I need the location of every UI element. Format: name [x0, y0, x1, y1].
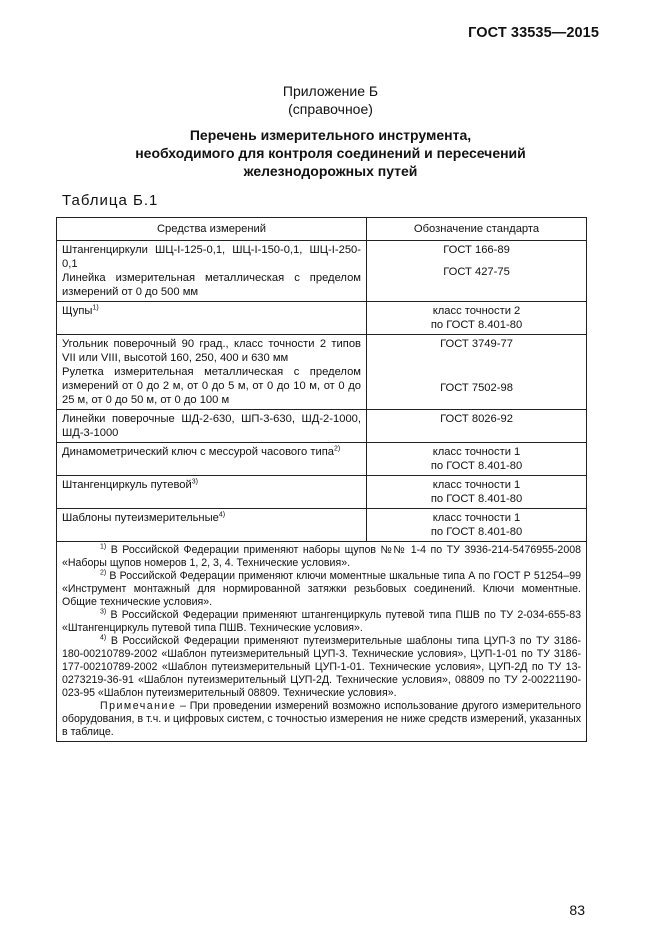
standard-value: по ГОСТ 8.401-80	[430, 526, 523, 538]
column-header-standard: Обозначение стандарта	[367, 218, 587, 241]
instrument-name: Динамометрический ключ с мессурой часового типа	[62, 446, 334, 458]
footnote-text: В Российской Федерации применяют путеизмерительные шаблоны типа ЦУП-3 по ТУ 3186-180-00210789-2002 «Шаблон путеизмерительный ЦУП-3. Технические условия», ЦУП-1-01 по ТУ 3186-177-00210789-2002 «Шаблон путеизмерительный ЦУП-1-01. Технические условия», ЦУП-2Д по ТУ 13-0273219-36-91 «Шаблон путеизмерительный ЦУП-2Д. Технические условия», 08809 по ТУ 2-00221190-023-95 «Шаблон путеизмерительный 08809. Технические условия».	[62, 635, 581, 699]
standard-cell	[367, 241, 587, 302]
standard-value: ГОСТ 8026-92	[440, 413, 513, 425]
instrument-cell	[57, 335, 367, 410]
instrument-name: Угольник поверочный 90 град., класс точности 2 типов VII или VIII, высотой 160, 250, 400 и 630 мм	[62, 338, 361, 364]
table-notes	[57, 542, 587, 742]
instrument-cell	[57, 302, 367, 335]
instrument-name: Шаблоны путеизмерительные	[62, 512, 219, 524]
footnote-text: В Российской Федерации применяют ключи моментные шкальные типа А по ГОСТ Р 51254–99 «Инструмент монтажный для нормированной затяжки резьбовых соединений. Ключи моментные. Общие технические условия».	[62, 570, 581, 608]
footnote-ref: 1)	[92, 304, 99, 312]
standard-value: класс точности 1	[432, 479, 521, 491]
instrument-cell	[57, 410, 367, 443]
instrument-cell	[57, 476, 367, 509]
table-row	[57, 335, 587, 410]
table-row	[57, 241, 587, 302]
appendix-heading	[0, 126, 661, 180]
standard-value: класс точности 2	[432, 305, 521, 317]
standard-value: ГОСТ 3749-77	[440, 338, 513, 350]
note-text: – При проведении измерений возможно использование другого измерительного оборудования, в т.ч. и цифровых систем, с точностью измерения не ниже средств измерений, указанных в таблице.	[62, 700, 581, 738]
standard-value: по ГОСТ 8.401-80	[430, 493, 523, 505]
instruments-table	[56, 217, 587, 742]
standard-cell	[367, 410, 587, 443]
table-row	[57, 443, 587, 476]
standard-value: класс точности 1	[432, 512, 521, 524]
table-row	[57, 302, 587, 335]
appendix-kind: (справочное)	[288, 101, 373, 117]
appendix-title: Приложение Б	[282, 83, 379, 99]
standard-value: ГОСТ 7502-98	[440, 382, 513, 394]
table-row	[57, 509, 587, 542]
footnote-text: В Российской Федерации применяют штангенциркуль путевой типа ПШВ по ТУ 2-034-655-83 «Штангенциркуль путевой типа ПШВ. Технические условия».	[62, 609, 581, 634]
column-header-instruments: Средства измерений	[57, 218, 367, 241]
standard-cell	[367, 335, 587, 410]
footnote-mark: 3)	[100, 608, 107, 616]
standard-value: ГОСТ 166-89	[443, 244, 510, 256]
footnote-mark: 1)	[100, 543, 107, 551]
table-note	[62, 700, 581, 739]
instrument-name: Штангенциркули ШЦ-I-125-0,1, ШЦ-I-150-0,1, ШЦ-I-250-0,1	[62, 244, 361, 270]
footnote	[62, 570, 581, 609]
footnote	[62, 635, 581, 700]
footnote	[62, 609, 581, 635]
page-number: 83	[569, 902, 585, 918]
standard-value: ГОСТ 427-75	[443, 266, 510, 278]
instrument-name: Штангенциркуль путевой	[62, 479, 192, 491]
table-caption: Таблица Б.1	[62, 192, 159, 209]
table-notes-row	[57, 542, 587, 742]
footnote-ref: 3)	[191, 478, 198, 486]
heading-line: Перечень измерительного инструмента,	[189, 127, 472, 143]
standard-cell	[367, 443, 587, 476]
standard-value: по ГОСТ 8.401-80	[430, 319, 523, 331]
standard-value: по ГОСТ 8.401-80	[430, 460, 523, 472]
table-row	[57, 410, 587, 443]
instrument-name: Рулетка измерительная металлическая с пределом измерений от 0 до 2 м, от 0 до 5 м, от 0 до 10 м, от 0 до 25 м, от 0 до 50 м, от 0 до 100 м	[62, 366, 361, 406]
document-header: ГОСТ 33535—2015	[468, 25, 599, 41]
note-label: Примечание	[100, 700, 177, 712]
instrument-cell	[57, 241, 367, 302]
table-header-row	[57, 218, 587, 241]
footnote	[62, 544, 581, 570]
instrument-cell	[57, 509, 367, 542]
standard-value: класс точности 1	[432, 446, 521, 458]
standard-cell	[367, 302, 587, 335]
standard-cell	[367, 476, 587, 509]
heading-line: железнодорожных путей	[243, 163, 418, 179]
footnote-mark: 2)	[100, 569, 107, 577]
standard-cell	[367, 509, 587, 542]
table-row	[57, 476, 587, 509]
instrument-cell	[57, 443, 367, 476]
footnote-text: В Российской Федерации применяют наборы щупов №№ 1-4 по ТУ 3936-214-5476955-2008 «Наборы щупов номеров 1, 2, 3, 4. Технические условия».	[62, 544, 581, 569]
heading-line: необходимого для контроля соединений и пересечений	[135, 145, 526, 161]
instrument-name: Щупы	[62, 305, 93, 317]
footnote-mark: 4)	[100, 634, 107, 642]
instrument-name: Линейки поверочные ШД-2-630, ШП-3-630, ШД-2-1000, ШД-3-1000	[62, 413, 361, 439]
instrument-name: Линейка измерительная металлическая с пределом измерений от 0 до 500 мм	[62, 272, 361, 298]
footnote-ref: 2)	[333, 445, 341, 453]
appendix-title-block	[0, 82, 661, 118]
footnote-ref: 4)	[218, 511, 226, 519]
